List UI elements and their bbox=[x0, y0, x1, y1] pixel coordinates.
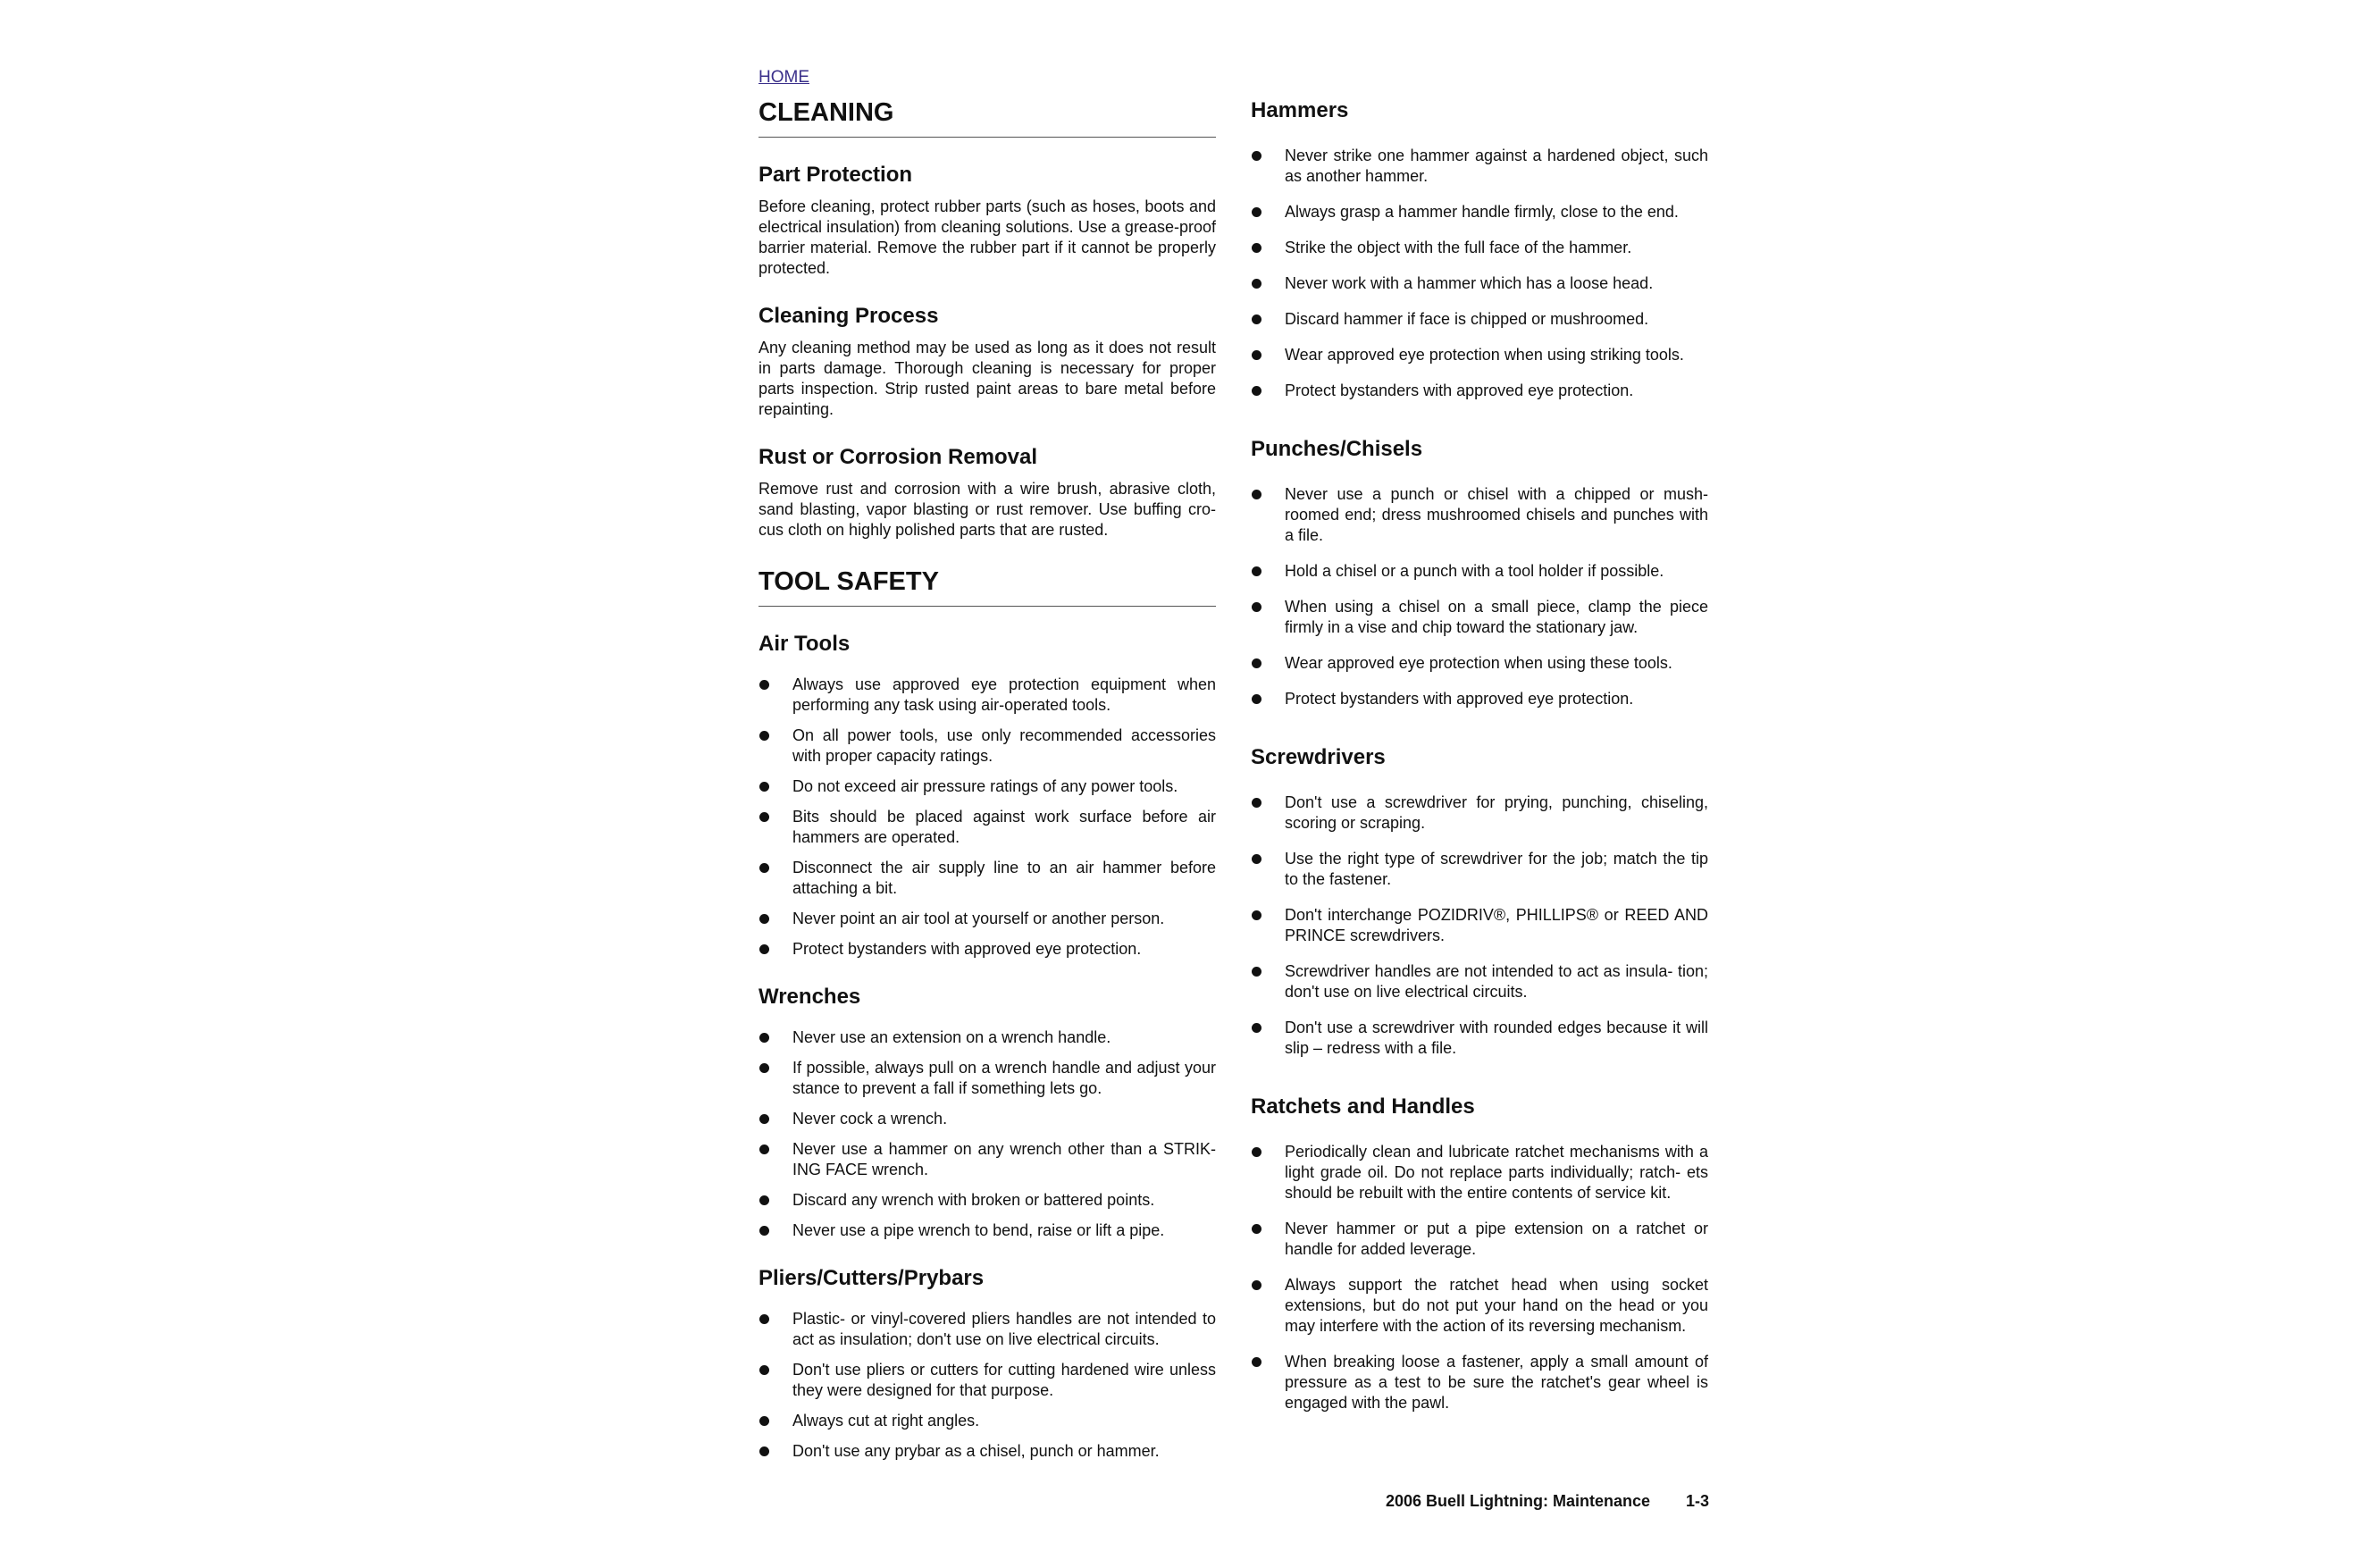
list-item-text: Wear approved eye protection when using these tools. bbox=[1285, 654, 1672, 672]
bullet-icon bbox=[1252, 151, 1261, 161]
list-item-text: Don't interchange POZIDRIV®, PHILLIPS® or REED AND PRINCE screwdrivers. bbox=[1285, 906, 1708, 944]
bullet-icon bbox=[759, 1195, 769, 1205]
list-item bbox=[1251, 1275, 1708, 1337]
list-item-text: When using a chisel on a small piece, clamp the piece firmly in a vise and chip toward the stationary jaw. bbox=[1285, 598, 1708, 636]
ratchets-heading: Ratchets and Handles bbox=[1251, 1094, 1475, 1119]
punches-list bbox=[1251, 484, 1708, 709]
air-tools-list bbox=[759, 675, 1216, 960]
list-item bbox=[759, 1441, 1216, 1462]
bullet-icon bbox=[759, 1145, 769, 1154]
list-item-text: Protect bystanders with approved eye protection. bbox=[1285, 690, 1634, 708]
list-item-text: Don't use a screwdriver for prying, punching, chiseling, scoring or scraping. bbox=[1285, 793, 1708, 832]
list-item-text: Protect bystanders with approved eye protection. bbox=[792, 940, 1142, 958]
list-item-text: Never use a punch or chisel with a chipped or mush- roomed end; dress mushroomed chisels and punches with a file. bbox=[1285, 485, 1708, 544]
list-item bbox=[1251, 381, 1708, 401]
bullet-icon bbox=[759, 1416, 769, 1426]
list-item bbox=[759, 776, 1216, 797]
page-number: 1-3 bbox=[1685, 1492, 1709, 1510]
list-item bbox=[1251, 484, 1708, 546]
list-item-text: Don't use any prybar as a chisel, punch or hammer. bbox=[792, 1442, 1160, 1460]
page-footer bbox=[1386, 1492, 1709, 1511]
list-item-text: Plastic- or vinyl-covered pliers handles are not intended to act as insulation; don't use on live electrical circuits. bbox=[792, 1310, 1216, 1348]
bullet-icon bbox=[1252, 967, 1261, 977]
bullet-icon bbox=[1252, 490, 1261, 499]
list-item bbox=[759, 807, 1216, 848]
list-item-text: Bits should be placed against work surface before air hammers are operated. bbox=[792, 808, 1216, 846]
list-item bbox=[1251, 345, 1708, 365]
bullet-icon bbox=[1252, 1224, 1261, 1234]
bullet-icon bbox=[1252, 566, 1261, 576]
bullet-icon bbox=[1252, 243, 1261, 253]
manual-page bbox=[759, 64, 1709, 1521]
pliers-list bbox=[759, 1309, 1216, 1462]
list-item bbox=[759, 858, 1216, 899]
list-item bbox=[1251, 689, 1708, 709]
part-protection-heading: Part Protection bbox=[759, 163, 913, 187]
bullet-icon bbox=[759, 680, 769, 690]
bullet-icon bbox=[1252, 279, 1261, 289]
list-item bbox=[1251, 1219, 1708, 1260]
left-column bbox=[759, 98, 1216, 1472]
bullet-icon bbox=[759, 863, 769, 873]
bullet-icon bbox=[1252, 386, 1261, 396]
cleaning-process-text: Any cleaning method may be used as long as it does not result in parts damage. Thorough cleaning is necessary for proper parts inspection. Strip rusted paint areas to bare metal before repainting. bbox=[759, 339, 1216, 418]
list-item-text: Periodically clean and lubricate ratchet mechanisms with a light grade oil. Do not replace parts individually; ratch- ets should be rebuilt with the entire contents of service kit. bbox=[1285, 1143, 1708, 1202]
list-item-text: Never cock a wrench. bbox=[792, 1110, 948, 1128]
air-tools-heading: Air Tools bbox=[759, 632, 851, 656]
list-item bbox=[759, 675, 1216, 716]
list-item bbox=[759, 939, 1216, 960]
list-item-text: Always support the ratchet head when using socket extensions, but do not put your hand on the head or you may interfere with the action of its reversing mechanism. bbox=[1285, 1276, 1708, 1335]
list-item-text: Discard hammer if face is chipped or mushroomed. bbox=[1285, 310, 1649, 328]
list-item bbox=[759, 1220, 1216, 1241]
bullet-icon bbox=[759, 1446, 769, 1456]
home-link[interactable]: HOME bbox=[759, 68, 809, 87]
list-item-text: Always cut at right angles. bbox=[792, 1412, 980, 1430]
list-item bbox=[1251, 202, 1708, 222]
bullet-icon bbox=[1252, 314, 1261, 324]
list-item-text: Never work with a hammer which has a loose head. bbox=[1285, 274, 1654, 292]
list-item bbox=[1251, 961, 1708, 1002]
bullet-icon bbox=[1252, 1357, 1261, 1367]
bullet-icon bbox=[1252, 798, 1261, 808]
footer-title: 2006 Buell Lightning: Maintenance bbox=[1385, 1492, 1650, 1510]
bullet-icon bbox=[759, 1033, 769, 1043]
part-protection-text: Before cleaning, protect rubber parts (such as hoses, boots and electrical insulation) from cleaning solutions. Use a grease-proof barrier material. Remove the rubber part if it cannot be properly protected. bbox=[759, 197, 1216, 277]
punches-heading: Punches/Chisels bbox=[1251, 437, 1423, 461]
list-item bbox=[759, 1109, 1216, 1129]
list-item bbox=[1251, 238, 1708, 258]
bullet-icon bbox=[759, 1314, 769, 1324]
bullet-icon bbox=[1252, 1147, 1261, 1157]
wrenches-heading: Wrenches bbox=[759, 985, 861, 1009]
list-item bbox=[759, 1027, 1216, 1048]
bullet-icon bbox=[759, 944, 769, 954]
list-item bbox=[1251, 309, 1708, 330]
list-item bbox=[759, 1411, 1216, 1431]
list-item-text: Always use approved eye protection equipment when performing any task using air-operated tools. bbox=[792, 675, 1216, 714]
list-item-text: Never hammer or put a pipe extension on a ratchet or handle for added leverage. bbox=[1285, 1220, 1708, 1258]
cleaning-heading: CLEANING bbox=[759, 98, 1216, 138]
list-item-text: When breaking loose a fastener, apply a small amount of pressure as a test to be sure the ratchet's gear wheel is engaged with the pawl. bbox=[1285, 1353, 1708, 1412]
wrenches-list bbox=[759, 1027, 1216, 1241]
list-item-text: Screwdriver handles are not intended to act as insula- tion; don't use on live electrical circuits. bbox=[1285, 962, 1708, 1001]
list-item bbox=[1251, 792, 1708, 834]
list-item-text: Use the right type of screwdriver for the job; match the tip to the fastener. bbox=[1285, 850, 1708, 888]
list-item bbox=[759, 1360, 1216, 1401]
right-column bbox=[1251, 98, 1708, 1429]
bullet-icon bbox=[759, 731, 769, 741]
list-item bbox=[759, 909, 1216, 929]
bullet-icon bbox=[759, 1226, 769, 1236]
list-item-text: Never point an air tool at yourself or another person. bbox=[792, 910, 1165, 927]
bullet-icon bbox=[759, 1365, 769, 1375]
list-item bbox=[1251, 849, 1708, 890]
list-item-text: On all power tools, use only recommended accessories with proper capacity ratings. bbox=[792, 726, 1216, 765]
bullet-icon bbox=[759, 1114, 769, 1124]
bullet-icon bbox=[1252, 854, 1261, 864]
rust-removal-heading: Rust or Corrosion Removal bbox=[759, 445, 1038, 469]
bullet-icon bbox=[1252, 350, 1261, 360]
list-item-text: If possible, always pull on a wrench handle and adjust your stance to prevent a fall if something lets go. bbox=[792, 1059, 1216, 1097]
list-item-text: Discard any wrench with broken or battered points. bbox=[792, 1191, 1155, 1209]
list-item bbox=[1251, 597, 1708, 638]
list-item-text: Strike the object with the full face of the hammer. bbox=[1285, 239, 1632, 256]
hammers-list bbox=[1251, 146, 1708, 401]
bullet-icon bbox=[759, 914, 769, 924]
list-item-text: Protect bystanders with approved eye protection. bbox=[1285, 382, 1634, 399]
list-item bbox=[1251, 146, 1708, 187]
list-item-text: Do not exceed air pressure ratings of any power tools. bbox=[792, 777, 1178, 795]
cleaning-process-heading: Cleaning Process bbox=[759, 304, 939, 328]
list-item-text: Never use a pipe wrench to bend, raise or lift a pipe. bbox=[792, 1221, 1165, 1239]
bullet-icon bbox=[1252, 1280, 1261, 1290]
list-item bbox=[1251, 905, 1708, 946]
list-item-text: Never use a hammer on any wrench other than a STRIK- ING FACE wrench. bbox=[792, 1140, 1216, 1178]
list-item bbox=[759, 725, 1216, 767]
list-item bbox=[759, 1190, 1216, 1211]
rust-removal-text: Remove rust and corrosion with a wire brush, abrasive cloth, sand blasting, vapor blasting or rust remover. Use buffing cro- cus cloth on highly polished parts that are rusted. bbox=[759, 480, 1216, 539]
bullet-icon bbox=[1252, 910, 1261, 920]
bullet-icon bbox=[759, 812, 769, 822]
list-item bbox=[1251, 273, 1708, 294]
ratchets-list bbox=[1251, 1142, 1708, 1413]
bullet-icon bbox=[1252, 694, 1261, 704]
list-item-text: Wear approved eye protection when using striking tools. bbox=[1285, 346, 1684, 364]
bullet-icon bbox=[759, 782, 769, 792]
list-item bbox=[759, 1309, 1216, 1350]
hammers-heading: Hammers bbox=[1251, 98, 1349, 122]
list-item bbox=[1251, 1018, 1708, 1059]
bullet-icon bbox=[759, 1063, 769, 1073]
list-item-text: Never use an extension on a wrench handle. bbox=[792, 1028, 1111, 1046]
bullet-icon bbox=[1252, 602, 1261, 612]
list-item-text: Don't use a screwdriver with rounded edges because it will slip – redress with a file. bbox=[1285, 1019, 1708, 1057]
list-item-text: Don't use pliers or cutters for cutting hardened wire unless they were designed for that purpose. bbox=[792, 1361, 1216, 1399]
list-item bbox=[759, 1139, 1216, 1180]
pliers-heading: Pliers/Cutters/Prybars bbox=[759, 1266, 985, 1290]
list-item-text: Disconnect the air supply line to an air hammer before attaching a bit. bbox=[792, 859, 1216, 897]
screwdrivers-heading: Screwdrivers bbox=[1251, 745, 1386, 769]
list-item-text: Never strike one hammer against a hardened object, such as another hammer. bbox=[1285, 147, 1708, 185]
list-item-text: Hold a chisel or a punch with a tool holder if possible. bbox=[1285, 562, 1664, 580]
list-item bbox=[759, 1058, 1216, 1099]
tool-safety-heading: TOOL SAFETY bbox=[759, 567, 1216, 607]
list-item bbox=[1251, 1352, 1708, 1413]
bullet-icon bbox=[1252, 207, 1261, 217]
screwdrivers-list bbox=[1251, 792, 1708, 1059]
bullet-icon bbox=[1252, 1023, 1261, 1033]
list-item bbox=[1251, 653, 1708, 674]
list-item bbox=[1251, 561, 1708, 582]
list-item-text: Always grasp a hammer handle firmly, close to the end. bbox=[1285, 203, 1679, 221]
list-item bbox=[1251, 1142, 1708, 1203]
bullet-icon bbox=[1252, 658, 1261, 668]
